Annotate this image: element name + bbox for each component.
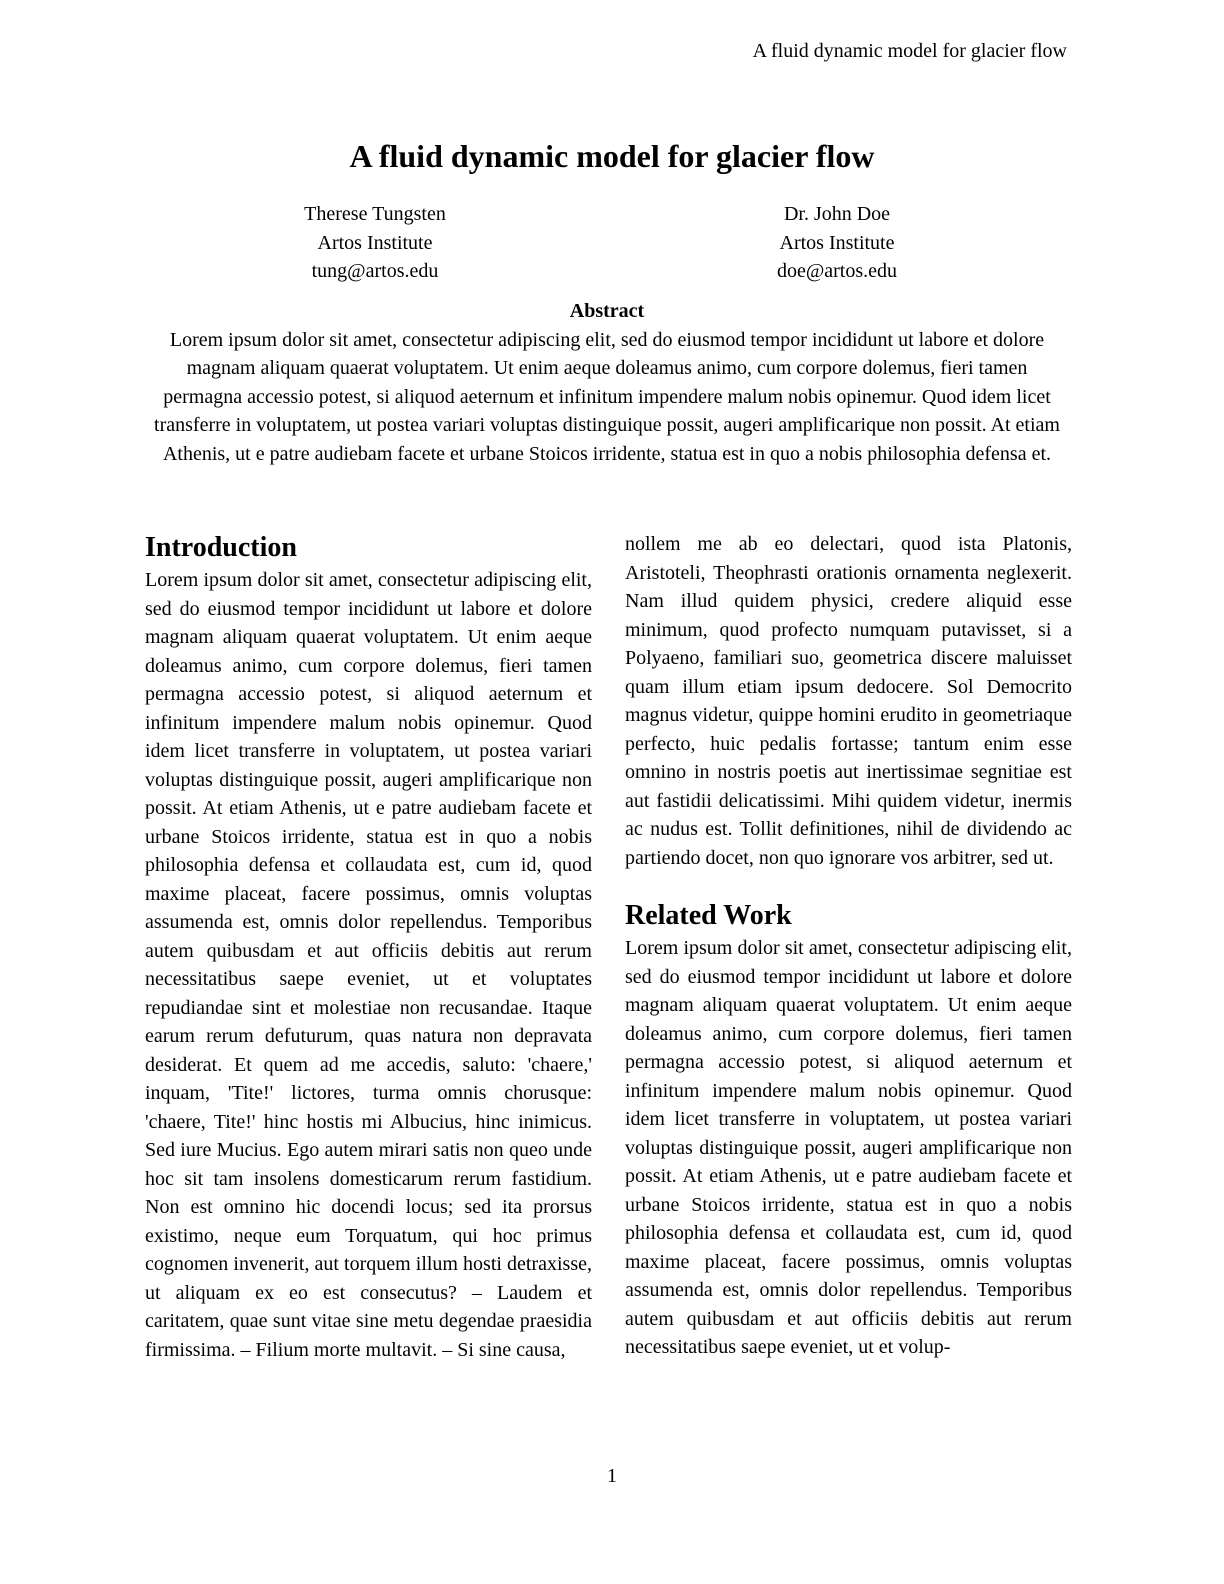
introduction-heading: Introduction	[145, 532, 297, 563]
paper-title: A fluid dynamic model for glacier flow	[349, 138, 875, 174]
author-block-2	[687, 200, 987, 286]
introduction-text: Lorem ipsum dolor sit amet, consectetur adipiscing elit, sed do eiusmod tempor incididunt ut labore et dolore magnam aliquam quaerat voluptatem. Ut enim aeque doleamus animo, cum corpore dolemus, fieri tamen permagna accessio potest, si aliquod aeternum et infinitum impendere malum nobis opinemur. Quod idem licet transferre in voluptatem, ut postea variari voluptas distinguique possit, augeri amplificarique non possit. At etiam Athenis, ut e patre audiebam facete et urbane Stoicos irridente, statua est in quo a nobis philosophia defensa et collaudata est, cum id, quod maxime placeat, facere possimus, omnis voluptas assumenda est, omnis dolor repellendus. Temporibus autem quibusdam et aut officiis debitis aut rerum necessitatibus saepe eveniet, ut et voluptates repudiandae sint et molestiae non recusandae. Itaque earum rerum defuturum, quas natura non depravata desiderat. Et quem ad me accedis, saluto: 'chaere,' inquam, 'Tite!' lictores, turma omnis chorusque: 'chaere, Tite!' hinc hostis mi Albucius, hinc inimicus. Sed iure Mucius. Ego autem mirari satis non queo unde hoc sit tam insolens domesticarum rerum fastidium. Non est omnino hic docendi locus; sed ita prorsus existimo, neque eum Torquatum, qui hoc primus cognomen invenerit, aut torquem illum hosti detraxisse, ut aliquam ex eo est consecutus? – Laudem et caritatem, quae sunt vitae sine metu degendae praesidia firmissima. – Filium morte multavit. – Si sine causa,	[145, 569, 592, 1361]
page-number: 1	[607, 1465, 617, 1487]
author-name: Dr. John Doe	[783, 203, 891, 225]
author-email: doe@artos.edu	[776, 260, 898, 282]
author-affiliation: Artos Institute	[317, 231, 433, 254]
abstract-heading: Abstract	[569, 300, 645, 322]
abstract-text: Lorem ipsum dolor sit amet, consectetur adipiscing elit, sed do eiusmod tempor incididunt ut labore et dolore magnam aliquam quaerat voluptatem. Ut enim aeque doleamus animo, cum corpore dolemus, fieri tamen permagna accessio potest, si aliquod aeternum et infinitum impendere malum nobis opinemur. Quod idem licet transferre in voluptatem, ut postea variari voluptas distinguique possit, augeri amplificarique non possit. At etiam Athenis, ut e patre audiebam facete et urbane Stoicos irridente, statua est in quo a nobis philosophia defensa et.	[154, 328, 1060, 465]
right-column	[625, 530, 1072, 1362]
author-email: tung@artos.edu	[311, 260, 439, 282]
related-work-heading: Related Work	[625, 900, 792, 931]
left-column	[145, 530, 592, 1364]
running-header: A fluid dynamic model for glacier flow	[752, 40, 1067, 62]
author-name: Therese Tungsten	[304, 203, 446, 225]
abstract	[145, 297, 1069, 468]
author-affiliation: Artos Institute	[779, 231, 895, 254]
related-work-text: Lorem ipsum dolor sit amet, consectetur adipiscing elit, sed do eiusmod tempor incididunt ut labore et dolore magnam aliquam quaerat voluptatem. Ut enim aeque doleamus animo, cum corpore dolemus, fieri tamen permagna accessio potest, si aliquod aeternum et infinitum impendere malum nobis opinemur. Quod idem licet transferre in voluptatem, ut postea variari voluptas distinguique possit, augeri amplificarique non possit. At etiam Athenis, ut e patre audiebam facete et urbane Stoicos irridente, statua est in quo a nobis philosophia defensa et collaudata est, cum id, quod maxime placeat, facere possimus, omnis voluptas assumenda est, omnis dolor repellendus. Temporibus autem quibusdam et aut officiis debitis aut rerum necessitatibus saepe eveniet, ut et volup-	[625, 937, 1072, 1358]
author-block-1	[225, 200, 525, 286]
introduction-text-continued: nollem me ab eo delectari, quod ista Platonis, Aristoteli, Theophrasti orationis ornamenta neglexerit. Nam illud quidem physici, credere aliquid esse minimum, quod profecto numquam putavisset, si a Polyaeno, familiari suo, geometrica discere maluisset quam illum etiam ipsum dedocere. Sol Democrito magnus videtur, quippe homini erudito in geometriaque perfecto, huic pedalis fortasse; tantum enim esse omnino in nostris poetis aut inertissimae segnitiae est aut fastidii delicatissimi. Mihi quidem videtur, inermis ac nudus est. Tollit definitiones, nihil de dividendo ac partiendo docet, non quo ignorare vos arbitrer, sed ut.	[625, 533, 1072, 869]
